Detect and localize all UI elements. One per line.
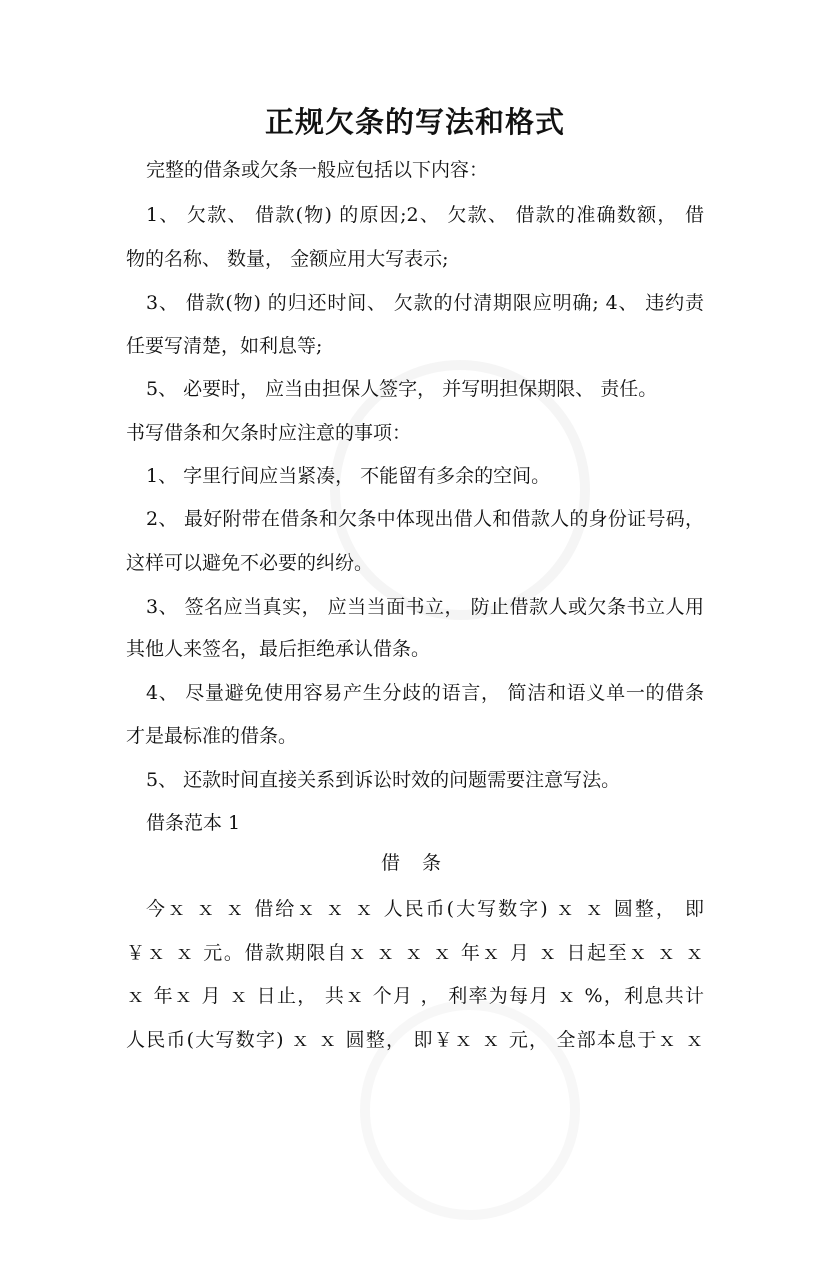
note-4-line-2: 才是最标准的借条。 (126, 725, 298, 747)
note-2-line-2: 这样可以避免不必要的纠纷。 (126, 552, 374, 574)
item-1-line-1: 1、 欠款、 借款(物) 的原因;2、 欠款、 借款的准确数额， 借 (146, 204, 704, 226)
intro-text: 完整的借条或欠条一般应包括以下内容： (146, 159, 489, 181)
note-4-line-1: 4、 尽量避免使用容易产生分歧的语言， 简洁和语义单一的借条 (146, 682, 704, 704)
item-5: 5、 必要时， 应当由担保人签字， 并写明担保期限、 责任。 (146, 378, 658, 400)
notes-heading: 书写借条和欠条时应注意的事项： (126, 422, 412, 444)
sample-line-3: ｘ 年ｘ 月 ｘ 日止， 共ｘ 个月 ， 利率为每月 ｘ %，利息共计 (126, 985, 704, 1007)
note-5: 5、 还款时间直接关系到诉讼时效的问题需要注意写法。 (146, 769, 621, 791)
sample-label: 借条范本 1 (146, 812, 241, 834)
item-3-line-2: 任要写清楚，如利息等; (126, 335, 323, 357)
note-1: 1、 字里行间应当紧凑， 不能留有多余的空间。 (146, 465, 551, 487)
note-2-line-1: 2、 最好附带在借条和欠条中体现出借人和借款人的身份证号码， (146, 508, 704, 530)
sample-line-4: 人民币(大写数字) ｘ ｘ 圆整， 即￥ｘ ｘ 元， 全部本息于ｘ ｘ (126, 1029, 704, 1051)
sample-line-1: 今ｘ ｘ ｘ 借给ｘ ｘ ｘ 人民币(大写数字) ｘ ｘ 圆整， 即 (146, 898, 704, 920)
sample-line-2: ￥ｘ ｘ 元。借款期限自ｘ ｘ ｘ ｘ 年ｘ 月 ｘ 日起至ｘ ｘ ｘ (126, 942, 704, 964)
item-3-line-1: 3、 借款(物) 的归还时间、 欠款的付清期限应明确; 4、 违约责 (146, 292, 704, 314)
item-1-line-2: 物的名称、 数量， 金额应用大写表示; (126, 248, 449, 270)
page-title: 正规欠条的写法和格式 (264, 105, 565, 139)
sample-heading: 借 条 (380, 852, 450, 874)
note-3-line-1: 3、 签名应当真实， 应当当面书立， 防止借款人或欠条书立人用 (146, 596, 704, 618)
note-3-line-2: 其他人来签名，最后拒绝承认借条。 (126, 638, 431, 660)
